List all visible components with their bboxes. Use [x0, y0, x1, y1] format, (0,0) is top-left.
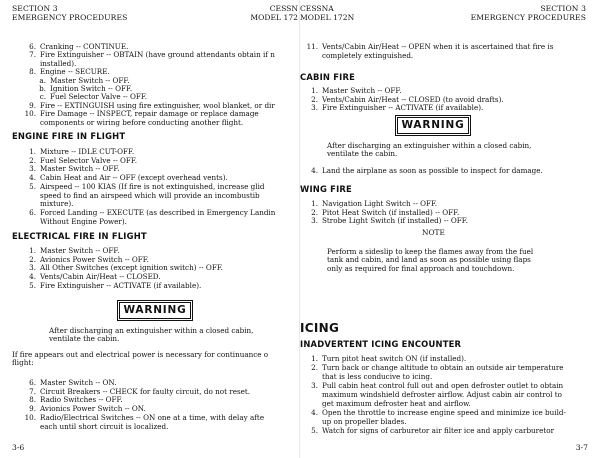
list-item-number: 1.	[29, 147, 36, 156]
list-item-text: Master Switch -- OFF.	[40, 246, 120, 255]
right-header	[471, 4, 586, 22]
list-item-number: 2.	[29, 254, 36, 264]
list-item-text: Pull cabin heat control full out and open defroster outlet to obtain	[322, 381, 564, 390]
list-item-number: 1.	[29, 246, 36, 255]
list-item-number: a.	[39, 75, 46, 85]
icing-heading: INADVERTENT ICING ENCOUNTER	[300, 339, 462, 349]
wing-note-line: Perform a sideslip to keep the flames away from the fuel	[327, 247, 534, 256]
list-item-number: 5.	[29, 181, 36, 191]
cabin-warning-text	[327, 142, 531, 159]
list-item-number: 9.	[29, 100, 36, 110]
list-item-number: 3.	[311, 103, 318, 113]
continuance-line: If fire appears out and electrical power is necessary for continuance o	[12, 350, 269, 359]
electrical-fire-heading: ELECTRICAL FIRE IN FLIGHT	[12, 231, 147, 241]
wing-note-line: only as required for final approach and touchdown.	[327, 263, 515, 273]
list-item-text: maximum windshield defroster airflow. Adjust cabin air control to	[322, 390, 562, 399]
list-item-number: 9.	[29, 404, 36, 414]
list-item-text: up on propeller blades.	[322, 417, 407, 426]
wing-note-line: tank and cabin, and land as soon as possible using flaps	[327, 255, 531, 265]
list-item-number: 7.	[29, 50, 36, 60]
list-item-number: 4.	[29, 272, 36, 282]
right-model-bottom: MODEL 172N	[300, 13, 355, 22]
left-model-top: CESSN	[269, 4, 298, 13]
right-section-label: SECTION 3	[540, 4, 586, 13]
list-item-text: Watch for signs of carburetor air filter ice and apply carburetor	[322, 426, 555, 435]
list-item-text: Turn pitot heat switch ON (if installed).	[322, 354, 467, 363]
list-item-text: Fuel Selector Valve -- OFF.	[40, 155, 138, 165]
list-item-text: Forced Landing -- EXECUTE (as described in Emergency Landin	[40, 207, 276, 217]
continuance-line: flight:	[12, 358, 34, 368]
list-item-text: Airspeed -- 100 KIAS (If fire is not extinguished, increase glid	[40, 181, 265, 191]
wing-note-label: NOTE	[422, 228, 445, 237]
left-page-number: 3-6	[12, 443, 25, 452]
list-item-number: 1.	[311, 199, 318, 208]
list-item-text: Turn back or change altitude to obtain an outside air temperature	[322, 363, 564, 372]
list-item-number: 3.	[311, 216, 318, 226]
electrical-warning-line: After discharging an extinguisher within a closed cabin,	[49, 326, 254, 335]
list-item-text: Radio/Electrical Switches -- ON one at a time, with delay afte	[40, 412, 265, 422]
electrical-continuance-text	[12, 351, 268, 368]
list-item-number: 8.	[29, 395, 36, 405]
list-item-number: b.	[39, 84, 46, 93]
list-item-number: 6.	[29, 378, 36, 387]
electrical-warning-text	[49, 327, 253, 344]
list-item-text: Strobe Light Switch (if installed) -- OFF.	[322, 216, 468, 226]
right-model-top: CESSNA	[300, 4, 334, 13]
list-item-text: Mixture -- IDLE CUT-OFF.	[40, 147, 135, 156]
list-item-number: 5.	[311, 426, 318, 435]
list-item-number: 10.	[24, 412, 36, 422]
list-item-number: 2.	[311, 207, 318, 217]
list-item-number: 2.	[29, 155, 36, 165]
left-header	[12, 4, 127, 22]
list-item-number: 4.	[29, 173, 36, 183]
list-item-text: each until short circuit is localized.	[40, 421, 169, 431]
left-model-header	[250, 4, 298, 22]
list-item-text: Pitot Heat Switch (if installed) -- OFF.	[322, 207, 460, 217]
list-item-text: Master Switch -- OFF.	[40, 164, 120, 174]
right-page	[300, 0, 600, 458]
list-item-number: 3.	[29, 263, 36, 273]
list-item-number: 10.	[24, 109, 36, 119]
list-item-number: 2.	[311, 94, 318, 104]
list-item-text: get maximum defroster heat and airflow.	[322, 399, 471, 408]
list-item-text: Fire Extinguisher -- ACTIVATE (if available).	[40, 280, 202, 290]
list-item-text: Vents/Cabin Air/Heat -- CLOSED (to avoid drafts).	[322, 94, 504, 104]
list-item-text: Engine -- SECURE.	[40, 67, 110, 77]
list-item-text: Navigation Light Switch -- OFF.	[322, 199, 438, 208]
cabin-fire-heading: CABIN FIRE	[300, 72, 356, 82]
wing-fire-heading: WING FIRE	[300, 184, 352, 194]
list-item-text: Land the airplane as soon as possible to inspect for damage.	[322, 166, 543, 175]
left-model-bottom: MODEL 172	[250, 13, 298, 22]
list-item-text: Master Switch -- OFF.	[50, 75, 130, 85]
list-item-number: 7.	[29, 386, 36, 396]
list-item-text: that is less conducive to icing.	[322, 372, 433, 381]
list-item-text: Cabin Heat and Air -- OFF (except overhead vents).	[40, 173, 228, 183]
list-item-number: 3.	[29, 164, 36, 174]
list-item-text: mixture).	[40, 199, 74, 209]
list-item-text: Avionics Power Switch -- OFF.	[40, 254, 149, 264]
electrical-warning-box: WARNING	[119, 302, 191, 319]
left-section-title: EMERGENCY PROCEDURES	[12, 13, 128, 22]
list-item-number: 11.	[306, 42, 318, 51]
list-item-number: 4.	[311, 166, 318, 175]
list-item-text: Circuit Breakers -- CHECK for faulty circuit, do not reset.	[40, 386, 251, 396]
list-item-number: 3.	[311, 381, 318, 390]
list-item-text: Vents/Cabin Air/Heat -- CLOSED.	[40, 272, 161, 282]
cabin-warning-line: ventilate the cabin.	[327, 149, 398, 159]
list-item-text: Fuel Selector Valve -- OFF.	[50, 92, 148, 102]
right-section-title: EMERGENCY PROCEDURES	[470, 13, 586, 22]
list-item-number: c.	[39, 92, 46, 102]
cabin-warning-line: After discharging an extinguisher within a closed cabin,	[327, 141, 532, 150]
list-item-number: 1.	[311, 86, 318, 95]
list-item-text: Vents/Cabin Air/Heat -- OPEN when it is ascertained that fire is	[322, 42, 554, 51]
list-item-text: Master Switch -- ON.	[40, 378, 117, 387]
electrical-warning-line: ventilate the cabin.	[49, 334, 120, 344]
list-item-text: Without Engine Power).	[40, 216, 127, 226]
right-model-header	[300, 4, 354, 22]
left-section-label: SECTION 3	[12, 4, 58, 13]
list-item-number: 8.	[29, 67, 36, 77]
list-item-text: Radio Switches -- OFF.	[40, 395, 123, 405]
list-item-text: components or wiring before conducting another flight.	[40, 117, 244, 127]
list-item-text: Master Switch -- OFF.	[322, 86, 402, 95]
list-item-text: Cranking -- CONTINUE.	[40, 42, 129, 51]
list-item-number: 4.	[311, 408, 318, 417]
list-item-text: completely extinguished.	[322, 50, 414, 60]
list-item-text: Avionics Power Switch -- ON.	[40, 404, 146, 414]
list-item-number: 6.	[29, 207, 36, 217]
list-item-text: Fire Extinguisher -- OBTAIN (have ground attendants obtain if n	[40, 50, 275, 60]
icing-title: ICING	[300, 321, 340, 335]
list-item-number: 2.	[311, 363, 318, 372]
list-item-text: speed to find an airspeed which will provide an incombustib	[40, 190, 260, 200]
list-item-text: Fire Extinguisher -- ACTIVATE (if available).	[322, 103, 484, 113]
list-item-text: Fire -- EXTINGUISH using fire extinguisher, wool blanket, or dir	[40, 100, 275, 110]
right-page-number: 3-7	[575, 443, 588, 452]
list-item-text: installed).	[40, 58, 77, 68]
wing-note-text	[327, 248, 533, 273]
list-item-text: All Other Switches (except ignition switch) -- OFF.	[40, 263, 223, 273]
list-item-number: 5.	[29, 280, 36, 290]
engine-fire-heading: ENGINE FIRE IN FLIGHT	[12, 131, 126, 141]
list-item-text: Open the throttle to increase engine speed and minimize ice build-	[322, 408, 566, 417]
list-item-text: Fire Damage -- INSPECT, repair damage or replace damage	[40, 109, 259, 119]
list-item-text: Ignition Switch -- OFF.	[50, 84, 133, 93]
list-item-number: 1.	[311, 354, 318, 363]
cabin-warning-box: WARNING	[397, 117, 469, 134]
list-item-number: 6.	[29, 42, 36, 51]
